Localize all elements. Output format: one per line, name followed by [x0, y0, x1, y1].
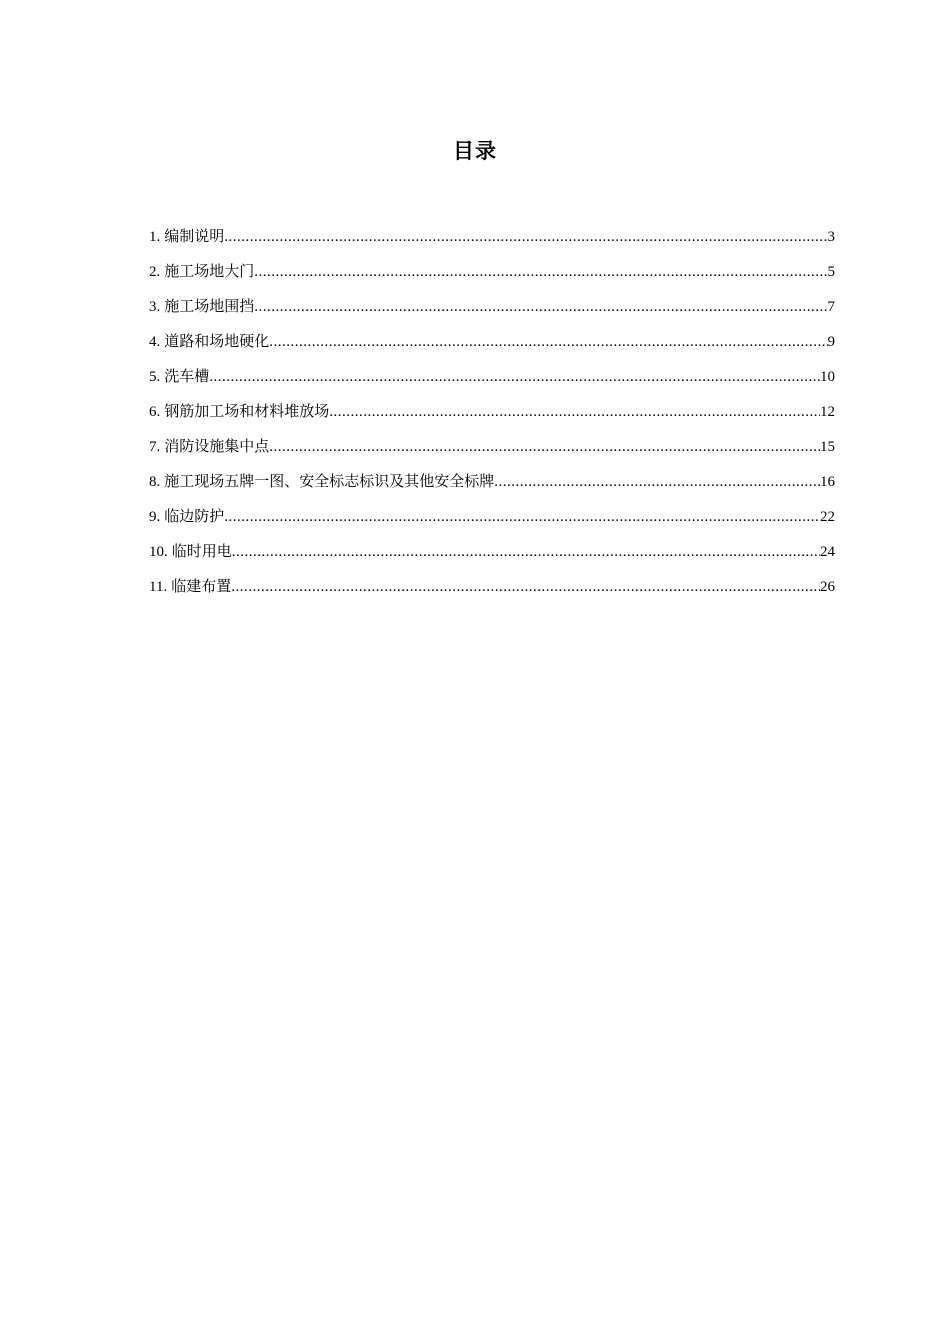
toc-entry-number: 9.: [149, 509, 161, 525]
toc-entry-7[interactable]: [149, 430, 835, 465]
dot-leader: [231, 570, 820, 605]
toc-entry-number: 7.: [149, 439, 161, 455]
toc-entry-label: 施工现场五牌一图、安全标志标识及其他安全标牌: [164, 474, 495, 490]
dot-leader: [254, 290, 827, 325]
toc-entry-3[interactable]: [149, 290, 835, 325]
toc-entry-label: 钢筋加工场和材料堆放场: [164, 404, 330, 420]
toc-entry-11[interactable]: [149, 570, 835, 605]
toc-entry-page: 15: [820, 439, 835, 455]
toc-entry-number: 6.: [149, 404, 161, 420]
toc-entry-9[interactable]: [149, 500, 835, 535]
toc-entry-page: 7: [827, 299, 835, 315]
dot-leader: [232, 535, 820, 570]
toc-entry-label: 消防设施集中点: [164, 439, 270, 455]
dot-leader: [269, 430, 820, 465]
toc-entry-label: 施工场地大门: [164, 264, 255, 280]
dot-leader: [224, 500, 820, 535]
toc-entry-4[interactable]: [149, 325, 835, 360]
toc-entry-page: 10: [820, 369, 835, 385]
toc-entry-label: 道路和场地硬化: [164, 334, 270, 350]
dot-leader: [269, 325, 827, 360]
toc-entry-number: 3.: [149, 299, 161, 315]
dot-leader: [329, 395, 820, 430]
toc-entry-label: 临边防护: [164, 509, 225, 525]
toc-entry-number: 8.: [149, 474, 161, 490]
toc-entry-page: 12: [820, 404, 835, 420]
toc-entry-page: 5: [827, 264, 835, 280]
toc-entry-label: 编制说明: [164, 229, 225, 245]
toc-entry-label: 临建布置: [171, 579, 232, 595]
toc-entry-5[interactable]: [149, 360, 835, 395]
toc-entry-number: 10.: [149, 544, 168, 560]
toc-entry-page: 26: [820, 579, 835, 595]
toc-entry-page: 9: [827, 334, 835, 350]
toc-entry-label: 施工场地围挡: [164, 299, 255, 315]
toc-entry-label: 洗车槽: [164, 369, 210, 385]
toc-entry-page: 22: [820, 509, 835, 525]
dot-leader: [224, 220, 827, 255]
table-of-contents: [149, 220, 835, 605]
toc-entry-number: 1.: [149, 229, 161, 245]
toc-entry-page: 3: [827, 229, 835, 245]
toc-entry-label: 临时用电: [171, 544, 232, 560]
dot-leader: [494, 465, 820, 500]
toc-entry-6[interactable]: [149, 395, 835, 430]
toc-entry-page: 24: [820, 544, 835, 560]
toc-entry-8[interactable]: [149, 465, 835, 500]
toc-entry-number: 5.: [149, 369, 161, 385]
toc-entry-number: 4.: [149, 334, 161, 350]
toc-entry-10[interactable]: [149, 535, 835, 570]
toc-entry-2[interactable]: [149, 255, 835, 290]
toc-entry-number: 2.: [149, 264, 161, 280]
toc-entry-number: 11.: [149, 579, 168, 595]
toc-entry-page: 16: [820, 474, 835, 490]
toc-entry-1[interactable]: [149, 220, 835, 255]
dot-leader: [254, 255, 827, 290]
dot-leader: [209, 360, 820, 395]
page-title: 目录: [453, 139, 497, 163]
